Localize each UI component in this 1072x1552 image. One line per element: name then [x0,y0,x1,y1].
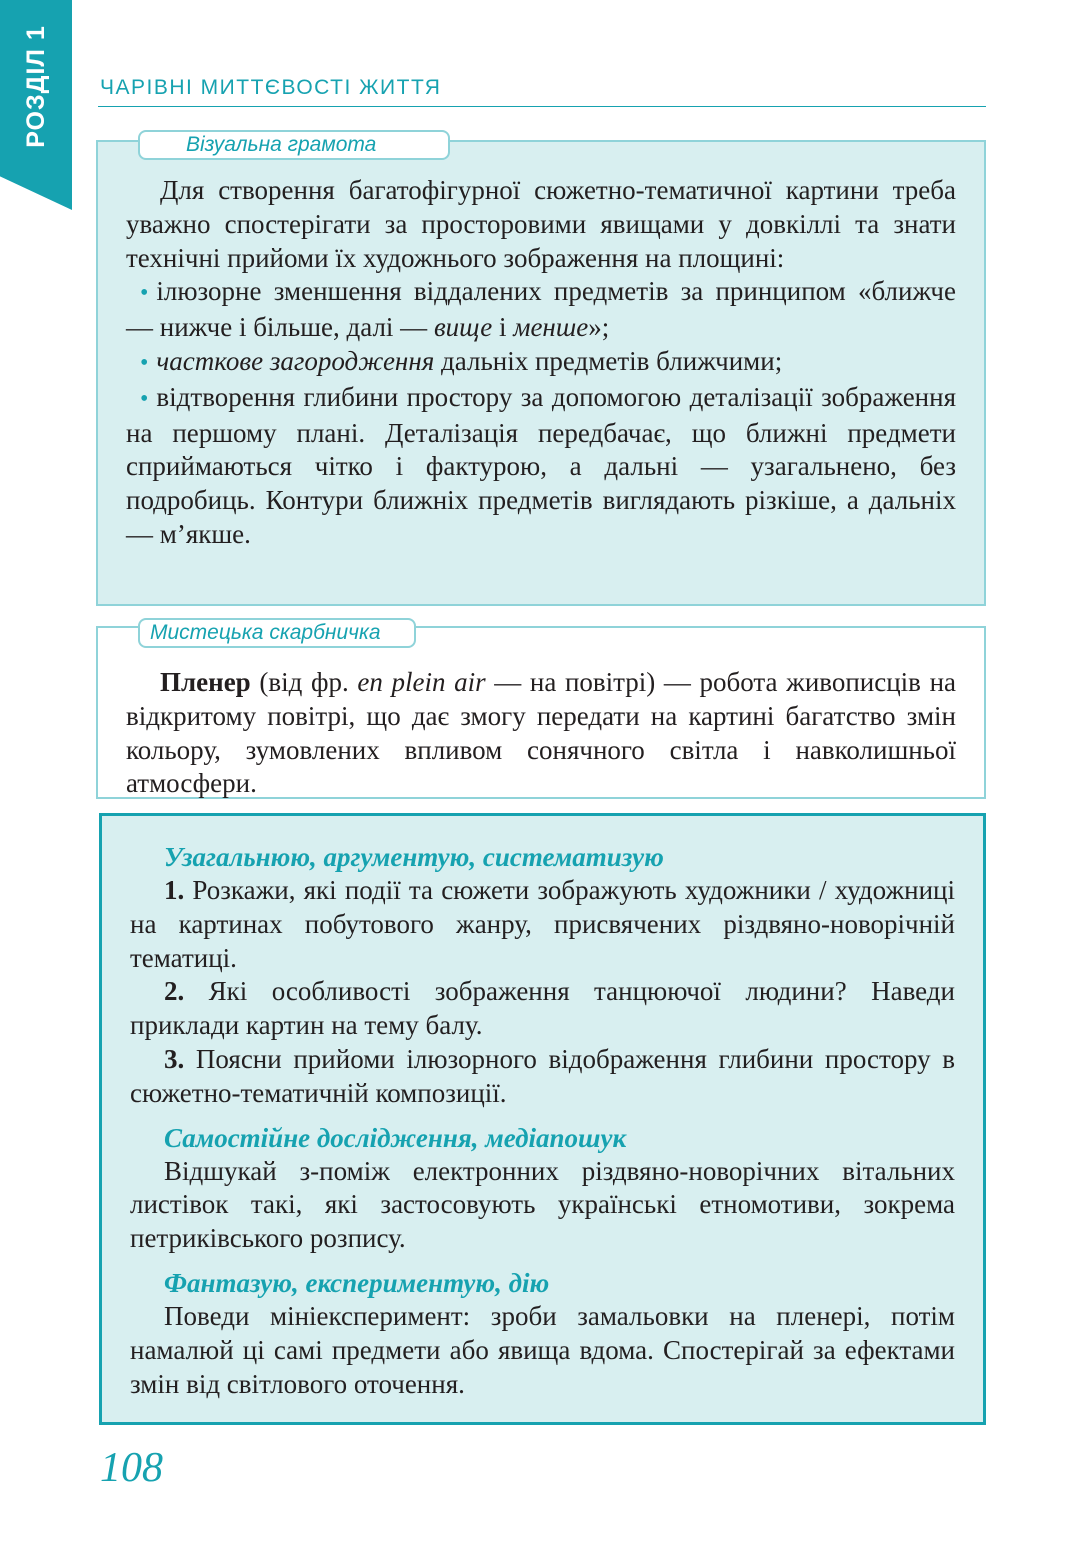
visual-literacy-box [96,140,986,606]
bullet-item-2: • часткове загородження дальніх предметів ближчими; [140,345,783,376]
question-3: 3. Поясни прийоми ілюзорного відображення глибини простору в сюжетно-тематичній композиції. [130,1043,955,1108]
question-2: 2. Які особливості зображення танцюючої людини? Наведи приклади картин на тему балу. [130,976,955,1041]
bullet-icon: • [140,385,149,412]
page-number: 108 [100,1445,163,1491]
running-head: ЧАРІВНІ МИТТЄВОСТІ ЖИТТЯ [100,76,442,99]
section-heading-research: Самостійне дослідження, медіапошук [164,1122,627,1153]
experiment-task: Поведи мініексперимент: зроби замальовки на пленері, потім намалюй ці самі предмети або явища вдома. Спостерігай за ефектами змін від світлового оточення. [130,1300,955,1399]
research-task: Відшукай з-поміж електронних різдвяно-новорічних вітальних листівок такі, які застосовують українські етномотиви, зокрема петриківського розпису. [130,1155,955,1254]
bullet-icon: • [140,280,149,307]
art-treasury-label: Мистецька скарбничка [138,618,416,648]
art-treasury-box [96,626,986,799]
intro-paragraph: Для створення багатофігурної сюжетно-тематичної картини треба уважно спостерігати за просторовими явищами у довкіллі та знати технічні прийоми їх художнього зображення на площині: [126,175,956,273]
section-tab-label: РОЗДІЛ 1 [21,24,50,148]
plein-air-definition: Пленер (від фр. en plein air — на повітрі) — робота живописців на відкритому повітрі, що дає змогу передати на картині багатство змін кольору, зумовлених впливом сонячного світла і навколишньої атмосфери. [126,667,956,799]
question-1: 1. Розкажи, які події та сюжети зображують художники / художниці на картинах побутового жанру, присвячених різдвяно-новорічній тематиці. [130,875,955,973]
tasks-box [99,813,986,1425]
term: Пленер [160,667,251,697]
bullet-item-3: • відтворення глибини простору за допомогою деталізації зображення на першому плані. Деталізація передбачає, що ближні предмети сприймаються чітко і фактурою, а дальні — узагальнено, без подробиць. Контури ближніх предметів виглядають різкіше, а дальніх — м’якше. [126,381,956,549]
bullet-icon: • [140,349,149,376]
bullet-item-1: • ілюзорне зменшення віддалених предметів за принципом «ближче — нижче і більше, далі — вище і менше»; [126,276,956,343]
section-heading-experiment: Фантазую, експериментую, дію [164,1267,550,1298]
header-rule [98,106,986,107]
visual-literacy-label: Візуальна грамота [138,130,450,160]
section-heading-summarize: Узагальнюю, аргументую, систематизую [164,842,664,872]
